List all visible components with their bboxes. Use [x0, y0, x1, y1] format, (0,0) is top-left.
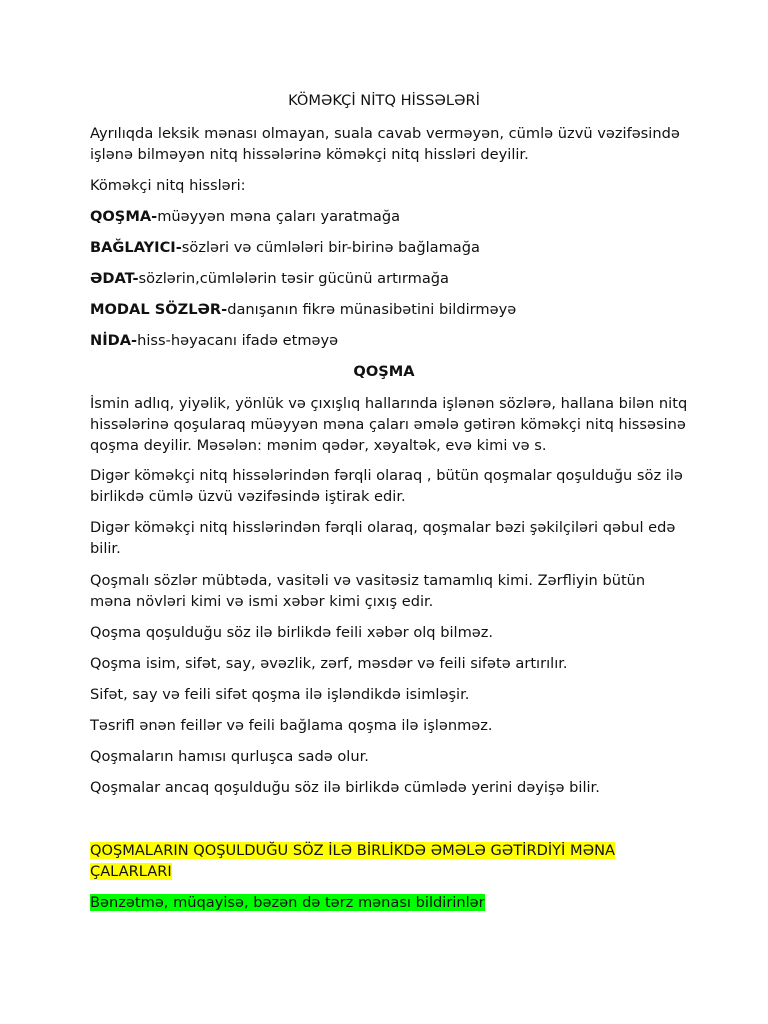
definition-text: müəyyən məna çaları yaratmağa [157, 208, 401, 225]
document-title: KÖMƏKÇİ NİTQ HİSSƏLƏRİ [288, 92, 480, 109]
body-paragraph: Qoşmalar ancaq qoşulduğu söz ilə birlikdə cümlədə yerini dəyişə bilir. [90, 779, 600, 796]
body-paragraph: Qoşma qoşulduğu söz ilə birlikdə feili xəbər olq bilməz. [90, 624, 494, 641]
highlighted-heading [90, 840, 660, 882]
definition-term: ƏDAT- [90, 270, 139, 287]
body-paragraph: Qoşmalı sözlər mübtəda, vasitəli və vasitəsiz tamamlıq kimi. Zərfliyin bütün məna növləri kimi və ismi xəbər kimi çıxış edir. [90, 572, 646, 610]
definition-text: sözlərin,cümlələrin təsir gücünü artırmağa [138, 270, 449, 287]
definition-item-edat [90, 268, 690, 289]
definition-term: QOŞMA- [90, 208, 158, 225]
section-heading: QOŞMA [353, 363, 415, 380]
definition-item-qosma [90, 206, 690, 227]
body-paragraph: İsmin adlıq, yiyəlik, yönlük və çıxışlıq hallarında işlənən sözlərə, hallana bilən nitq hissələrinə qoşularaq müəyyən məna çaları əmələ gətirən köməkçi nitq hissəsinə qoşma deyilir. Məsələn: mənim qədər, xəyaltək, evə kimi və s. [90, 395, 688, 454]
body-paragraph: Digər köməkçi nitq hisslərindən fərqli olaraq, qoşmalar bəzi şəkilçiləri qəbul edə bilir. [90, 519, 676, 557]
definition-text: hiss-həyacanı ifadə etməyə [137, 332, 339, 349]
intro-paragraph: Ayrılıqda leksik mənası olmayan, suala cavab verməyən, cümlə üzvü vəzifəsində işlənə bilməyən nitq hissələrinə köməkçi nitq hissləri deyilir. [90, 125, 680, 163]
highlighted-subheading [90, 892, 690, 913]
definition-text: danışanın fikrə münasibətini bildirməyə [227, 301, 517, 318]
definition-term: MODAL SÖZLƏR- [90, 301, 228, 318]
yellow-highlight: QOŞMALARIN QOŞULDUĞU SÖZ İLƏ BİRLİKDƏ ƏMƏLƏ GƏTİRDİYİ MƏNA ÇALARLARI [90, 842, 615, 880]
definition-item-modal [90, 299, 690, 320]
definition-term: NİDA- [90, 332, 138, 349]
green-highlight: Bənzətmə, müqayisə, bəzən də tərz mənası bildirinlər [90, 894, 485, 911]
list-heading: Köməkçi nitq hissləri: [90, 177, 246, 194]
body-paragraph: Qoşmaların hamısı qurluşca sadə olur. [90, 748, 369, 765]
definition-item-nida [90, 330, 690, 351]
definition-term: BAĞLAYICI- [90, 239, 182, 256]
definition-text: sözləri və cümlələri bir-birinə bağlamağa [181, 239, 480, 256]
body-paragraph: Qoşma isim, sifət, say, əvəzlik, zərf, məsdər və feili sifətə artırılır. [90, 655, 568, 672]
body-paragraph: Təsrifl ənən feillər və feili bağlama qoşma ilə işlənməz. [90, 717, 493, 734]
body-paragraph: Digər köməkçi nitq hissələrindən fərqli olaraq , bütün qoşmalar qoşulduğu söz ilə birlikdə cümlə üzvü vəzifəsində iştirak edir. [90, 467, 683, 505]
definition-item-baglayici [90, 237, 690, 258]
body-paragraph: Sifət, say və feili sifət qoşma ilə işləndikdə isimləşir. [90, 686, 470, 703]
